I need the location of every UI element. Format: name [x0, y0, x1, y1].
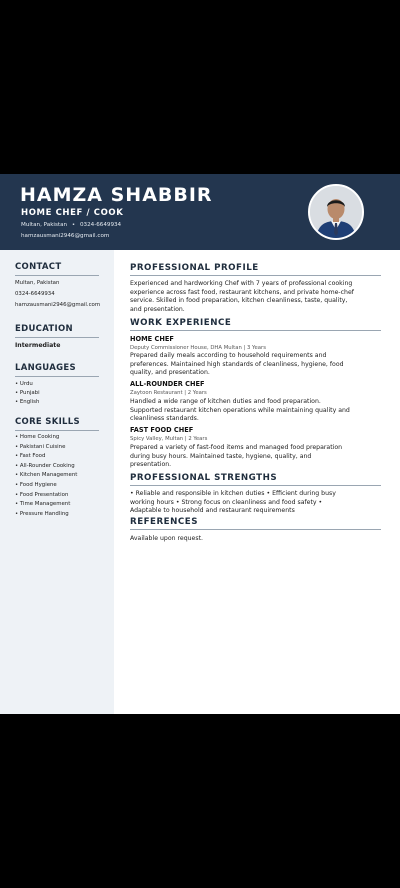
header-location: Multan, Pakistan	[21, 222, 68, 228]
language-item: • Punjabi	[15, 390, 40, 396]
job-description: Prepared a variety of fast-food items and managed food preparation during busy hours. Maintained taste, hygiene, quality, and presentation.	[130, 444, 343, 469]
header-phone: 0324-6649934	[79, 222, 122, 228]
references-heading: REFERENCES	[130, 517, 198, 527]
strengths-rule	[130, 485, 381, 486]
education-heading: EDUCATION	[15, 324, 73, 334]
profile-heading: PROFESSIONAL PROFILE	[130, 263, 259, 273]
resume-document	[0, 174, 400, 714]
job-meta: Spicy Valley, Multan | 2 Years	[130, 436, 208, 442]
experience-heading: WORK EXPERIENCE	[130, 318, 232, 328]
skill-item: • All-Rounder Cooking	[15, 462, 75, 469]
references-rule	[130, 529, 381, 530]
skills-rule	[15, 430, 99, 431]
skill-item: • Home Cooking	[15, 434, 60, 440]
skill-item: • Fast Food	[15, 453, 46, 460]
sidebar	[0, 250, 114, 714]
strengths-heading: PROFESSIONAL STRENGTHS	[130, 473, 278, 483]
header-email: hamzausmani2946@gmail.com	[21, 233, 110, 239]
language-item: • English	[15, 399, 40, 405]
experience-rule	[130, 330, 381, 331]
header-contact-line	[21, 222, 121, 228]
skill-item: • Food Presentation	[15, 491, 69, 498]
job-title: HOME CHEF	[130, 335, 174, 343]
job-description: Handled a wide range of kitchen duties and food preparation. Supported restaurant kitchen operations while maintaining quality and cleanliness standards.	[130, 398, 350, 423]
profile-rule	[130, 275, 381, 276]
languages-rule	[15, 376, 99, 377]
contact-rule	[15, 275, 99, 276]
job-description: Prepared daily meals according to household requirements and preferences. Maintained high standards of cleanliness, hygiene, food quality, and presentation.	[130, 352, 344, 377]
profile-photo	[308, 184, 364, 240]
job-title: ALL-ROUNDER CHEF	[130, 380, 205, 388]
contact-location: Multan, Pakistan	[15, 280, 60, 286]
skills-heading: CORE SKILLS	[15, 417, 80, 427]
education-rule	[15, 337, 99, 338]
skill-item: • Time Management	[15, 501, 71, 508]
profile-photo-image	[310, 186, 362, 238]
contact-phone: 0324-6649934	[15, 291, 55, 297]
header-separator: •	[71, 222, 76, 228]
job-meta: Zaytoon Restaurant | 2 Years	[130, 390, 207, 396]
education-value: Intermediate	[15, 342, 61, 349]
job-role: HOME CHEF / COOK	[21, 208, 124, 218]
references-text: Available upon request.	[130, 535, 203, 542]
language-item: • Urdu	[15, 381, 33, 387]
candidate-name: HAMZA SHABBIR	[20, 184, 213, 206]
resume-header	[0, 174, 400, 250]
skill-item: • Food Hygiene	[15, 482, 57, 488]
profile-text: Experienced and hardworking Chef with 7 years of professional cooking experience across fast food, restaurant kitchens, and private home-chef service. Skilled in food preparation, kitchen cleanliness, taste, quality, and presentation.	[130, 280, 354, 313]
languages-heading: LANGUAGES	[15, 363, 76, 373]
skill-item: • Kitchen Management	[15, 472, 78, 479]
contact-heading: CONTACT	[15, 262, 62, 272]
job-title: FAST FOOD CHEF	[130, 426, 194, 434]
contact-email: hamzausmani2946@gmail.com	[15, 302, 101, 308]
skill-item: • Pakistani Cuisine	[15, 443, 66, 450]
strengths-text: • Reliable and responsible in kitchen duties • Efficient during busy working hours • Strong focus on cleanliness and food safety • Adaptable to household and restaurant requirements	[130, 490, 336, 515]
job-meta: Deputy Commissioner House, DHA Multan | 3 Years	[130, 345, 266, 351]
skill-item: • Pressure Handling	[15, 510, 69, 517]
